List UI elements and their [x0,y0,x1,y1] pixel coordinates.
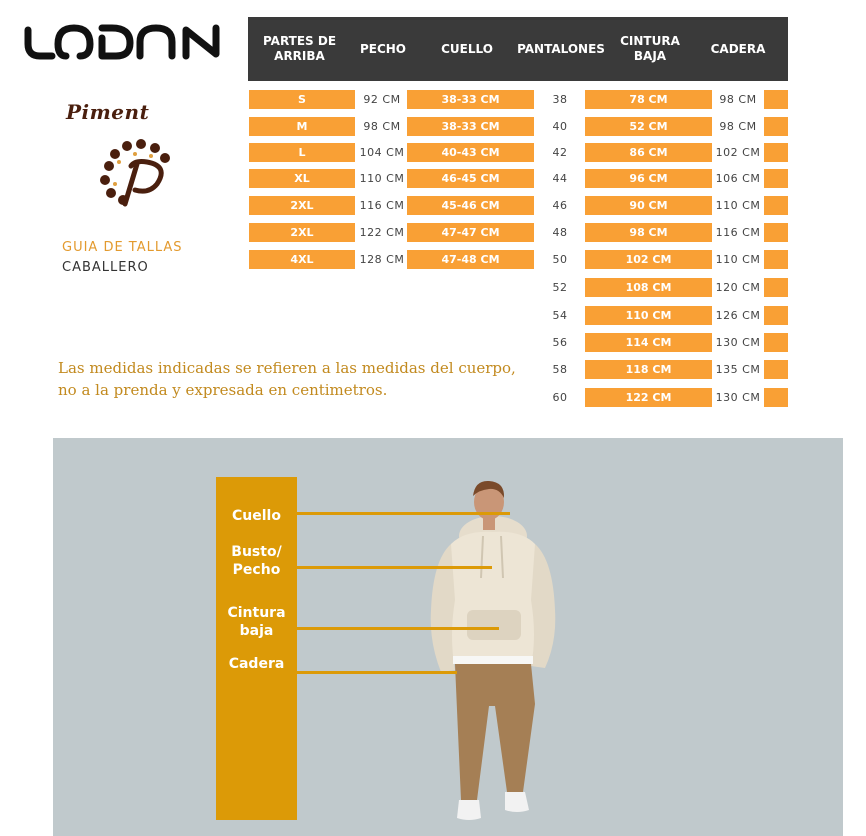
top-neck-cell: 47-48 CM [407,250,534,269]
measurement-label-bar [216,477,297,820]
top-chest-cell: 128 CM [359,253,405,266]
pants-size-cell: 48 [552,226,568,239]
pants-extra-cell [764,250,788,269]
top-size-cell: XL [249,169,355,188]
pants-hip-cell: 98 CM [719,120,757,133]
pants-size-cell: 54 [552,309,568,322]
pants-waist-cell: 114 CM [585,333,712,352]
pants-waist-cell: 110 CM [585,306,712,325]
measure-line-bust [297,566,492,569]
top-neck-cell: 47-47 CM [407,223,534,242]
pants-extra-cell [764,388,788,407]
pants-hip-cell: 120 CM [715,281,761,294]
pants-waist-cell: 96 CM [585,169,712,188]
label-neck: Cuello [232,508,281,524]
pants-waist-cell: 108 CM [585,278,712,297]
pants-size-cell: 60 [552,391,568,404]
top-size-cell: S [249,90,355,109]
pants-extra-cell [764,196,788,215]
pants-extra-cell [764,333,788,352]
top-chest-cell: 116 CM [359,199,405,212]
measure-line-neck [297,512,510,515]
pants-hip-cell: 126 CM [715,309,761,322]
top-neck-cell: 38-33 CM [407,117,534,136]
pants-extra-cell [764,306,788,325]
pants-extra-cell [764,90,788,109]
pants-extra-cell [764,169,788,188]
top-chest-cell: 98 CM [363,120,401,133]
measurement-illustration [53,438,843,836]
header-hip: CADERA [710,41,766,56]
pants-waist-cell: 118 CM [585,360,712,379]
label-waist [216,604,297,640]
header-pants: PANTALONES [517,41,605,56]
top-chest-cell: 104 CM [359,146,405,159]
label-bust-line: Pecho [232,562,281,578]
pants-size-cell: 50 [552,253,568,266]
pants-waist-cell: 52 CM [585,117,712,136]
pants-hip-cell: 135 CM [715,363,761,376]
top-size-cell: 2XL [249,196,355,215]
pants-size-cell: 52 [552,281,568,294]
note-line: no a la prenda y expresada en centimetros. [58,381,388,399]
pants-extra-cell [764,360,788,379]
top-size-cell: L [249,143,355,162]
pants-waist-cell: 90 CM [585,196,712,215]
pants-size-cell: 42 [552,146,568,159]
measure-line-waist [297,627,499,630]
model-figure [423,460,563,836]
piment-emblem-icon [95,136,177,208]
header-tops: PARTES DE ARRIBA [262,34,337,63]
label-bust-line: Busto/ [231,544,282,560]
pants-hip-cell: 110 CM [715,199,761,212]
label-waist-line: baja [239,623,274,639]
pants-hip-cell: 106 CM [715,172,761,185]
pants-hip-cell: 116 CM [715,226,761,239]
guide-subtitle: CABALLERO [62,260,149,275]
top-chest-cell: 92 CM [363,93,401,106]
label-bust [216,543,297,579]
header-waist: CINTURA BAJA [620,34,680,63]
header-chest: PECHO [359,41,407,56]
pants-extra-cell [764,278,788,297]
measure-line-hip [297,671,457,674]
top-chest-cell: 110 CM [359,172,405,185]
piment-logo-text: Piment [66,100,150,124]
pants-size-cell: 58 [552,363,568,376]
top-size-cell: M [249,117,355,136]
pants-extra-cell [764,223,788,242]
pants-waist-cell: 78 CM [585,90,712,109]
pants-waist-cell: 122 CM [585,388,712,407]
pants-hip-cell: 98 CM [719,93,757,106]
pants-hip-cell: 110 CM [715,253,761,266]
lodan-logo [22,22,240,62]
pants-size-cell: 56 [552,336,568,349]
label-hip: Cadera [228,656,285,672]
pants-waist-cell: 86 CM [585,143,712,162]
measurement-note [58,357,518,401]
pants-hip-cell: 102 CM [715,146,761,159]
pants-size-cell: 44 [552,172,568,185]
pants-hip-cell: 130 CM [715,391,761,404]
size-table-header [248,17,788,81]
pants-waist-cell: 102 CM [585,250,712,269]
top-neck-cell: 40-43 CM [407,143,534,162]
note-line: Las medidas indicadas se refieren a las medidas del cuerpo, [58,359,516,377]
top-neck-cell: 45-46 CM [407,196,534,215]
pants-size-cell: 38 [552,93,568,106]
top-neck-cell: 46-45 CM [407,169,534,188]
pants-extra-cell [764,143,788,162]
pants-size-cell: 46 [552,199,568,212]
top-neck-cell: 38-33 CM [407,90,534,109]
pants-hip-cell: 130 CM [715,336,761,349]
top-size-cell: 4XL [249,250,355,269]
label-waist-line: Cintura [227,605,286,621]
top-chest-cell: 122 CM [359,226,405,239]
guide-title: GUIA DE TALLAS [62,240,183,255]
pants-size-cell: 40 [552,120,568,133]
header-neck: CUELLO [441,41,493,56]
pants-extra-cell [764,117,788,136]
pants-waist-cell: 98 CM [585,223,712,242]
top-size-cell: 2XL [249,223,355,242]
